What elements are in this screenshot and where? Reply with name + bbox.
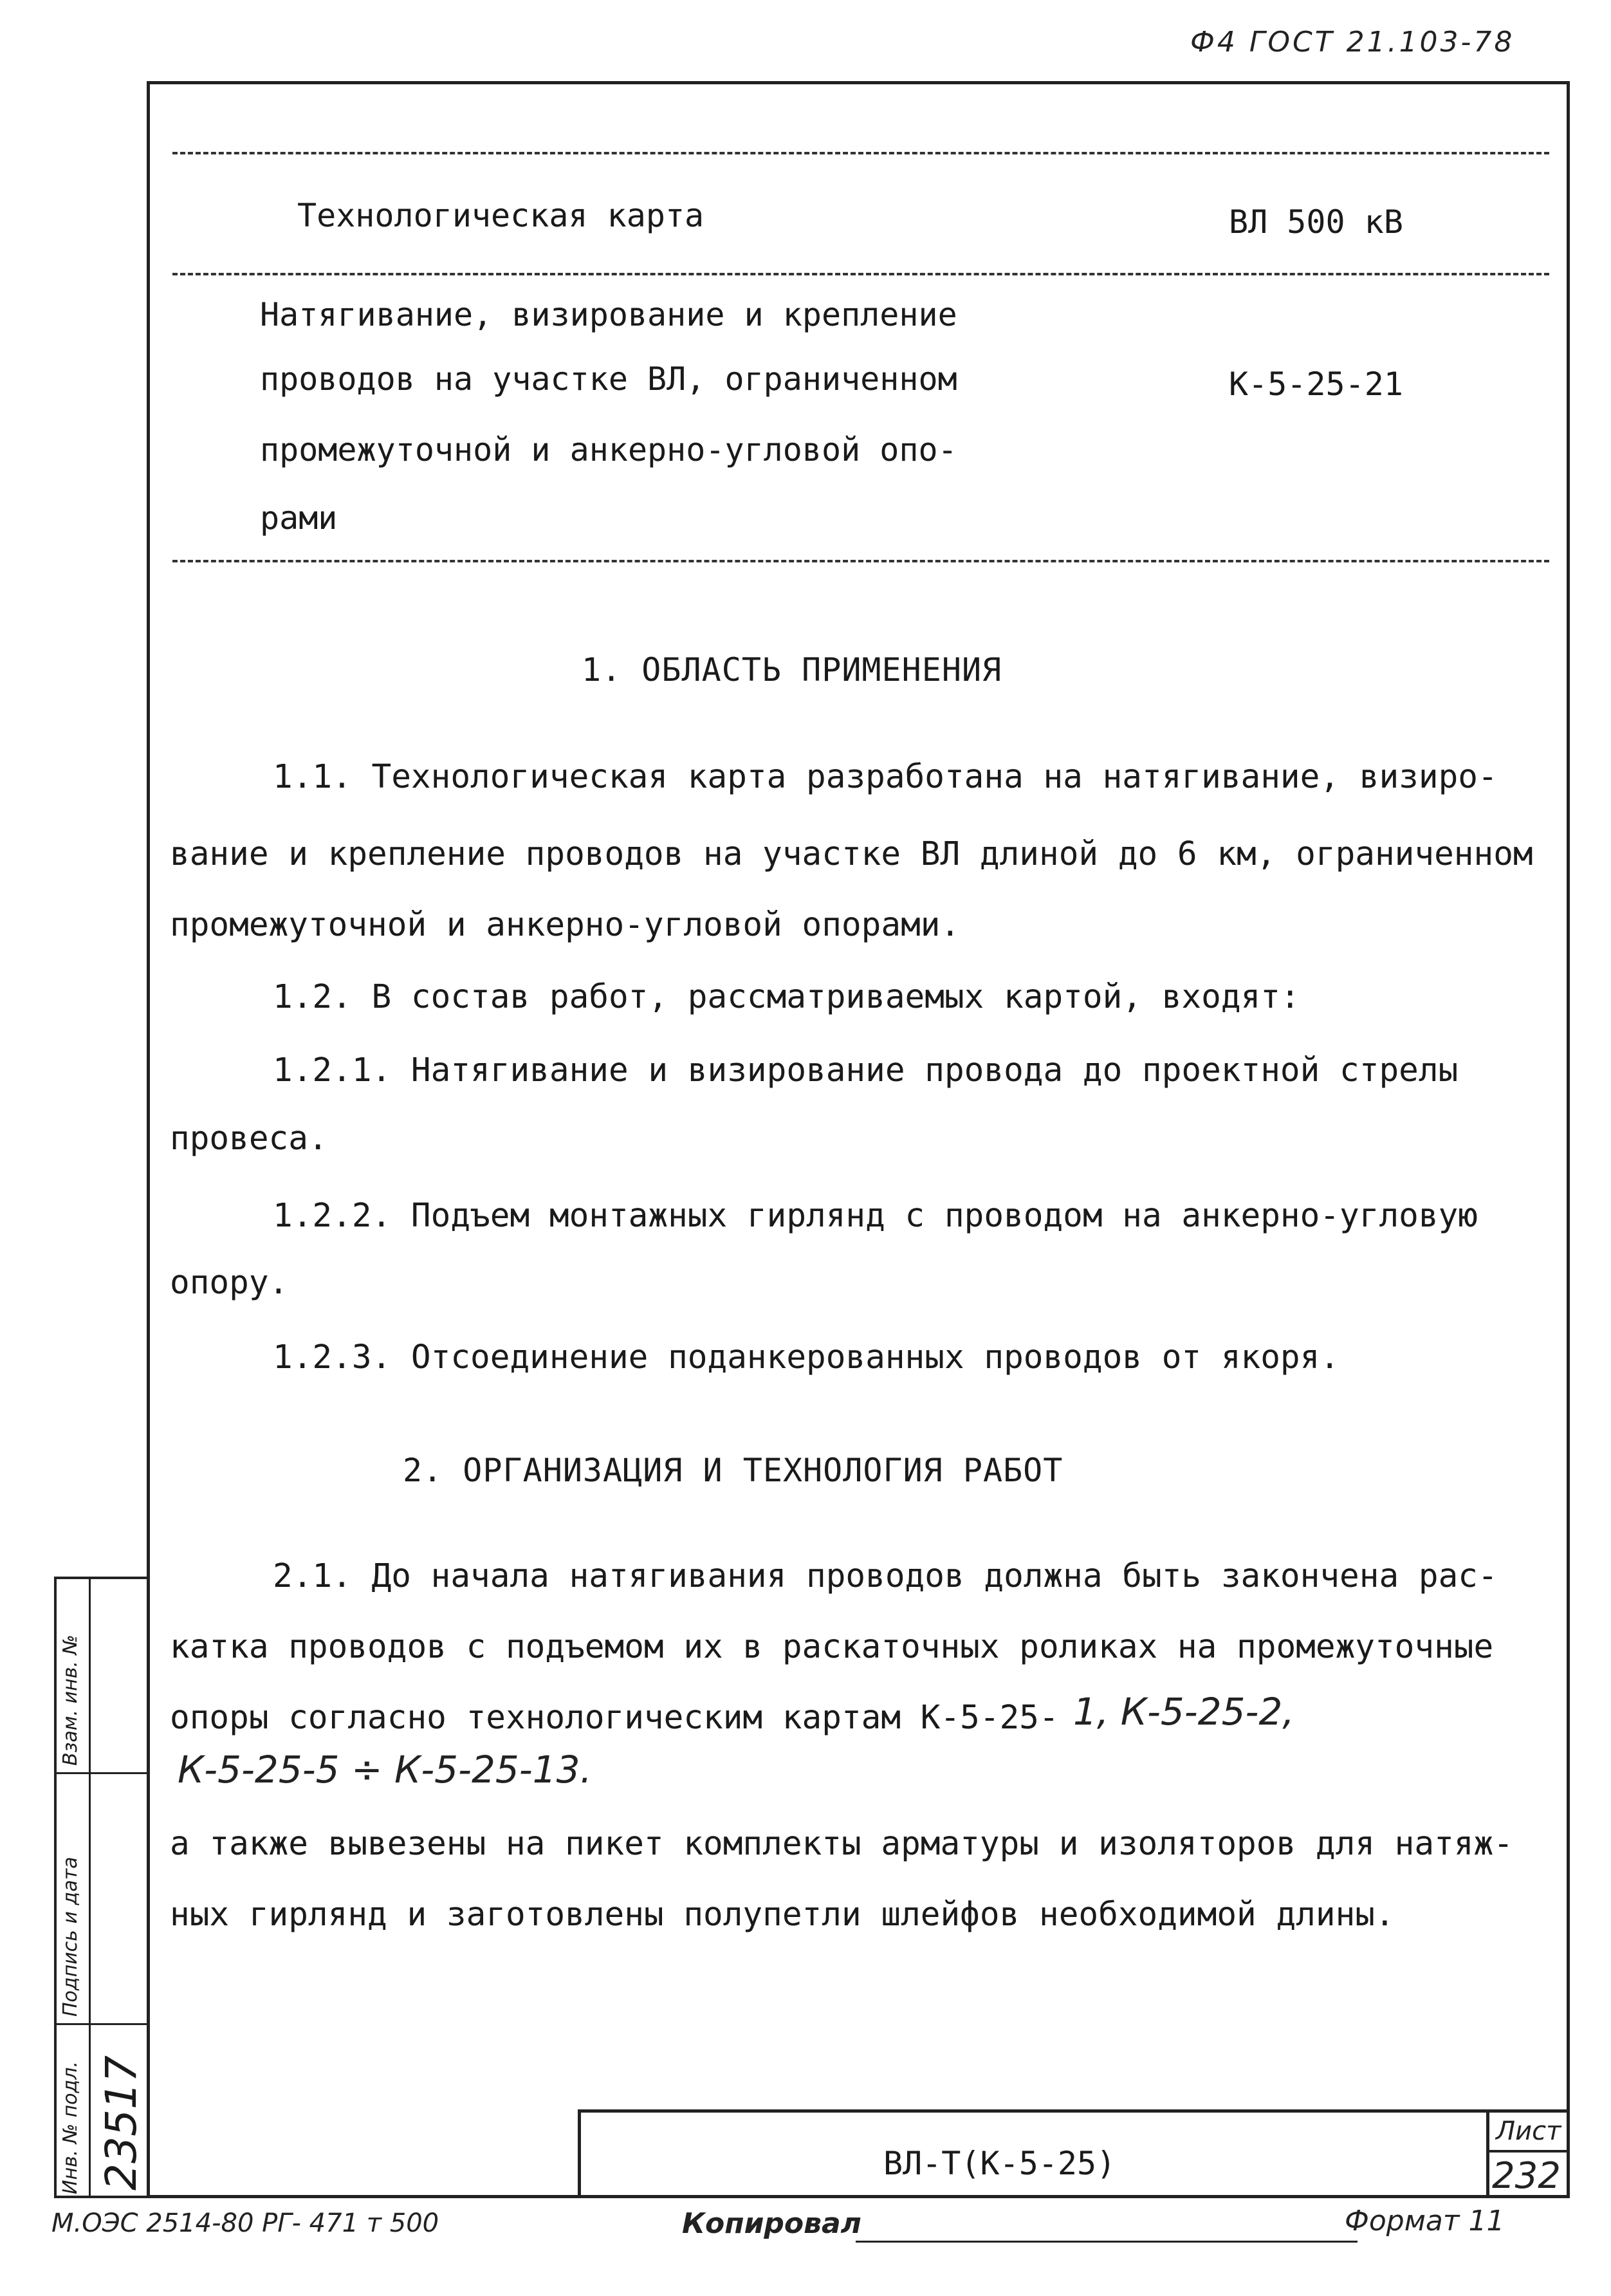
order-info: М.ОЭС 2514-80 РГ- 471 т 500 bbox=[51, 2208, 439, 2238]
paragraph-line: 2.1. До начала натягивания проводов должна быть закончена рас- bbox=[273, 1557, 1498, 1595]
copied-underline bbox=[856, 2241, 1358, 2243]
paragraph-line: 1.2.3. Отсоединение поданкерованных проводов от якоря. bbox=[273, 1338, 1340, 1376]
header-divider-top bbox=[172, 152, 1549, 154]
voltage-label: ВЛ 500 кВ bbox=[1229, 203, 1403, 241]
inv-number: 23517 bbox=[97, 2055, 146, 2190]
sign-date-label: Подпись и дата bbox=[59, 1856, 82, 2017]
section-heading: 2. ОРГАНИЗАЦИЯ И ТЕХНОЛОГИЯ РАБОТ bbox=[403, 1452, 1063, 1489]
paragraph-line: 1.2. В состав работ, рассматриваемых картой, входят: bbox=[273, 978, 1300, 1016]
paragraph-line: вание и крепление проводов на участке ВЛ длиной до 6 км, ограниченном bbox=[170, 835, 1533, 873]
title-block bbox=[578, 2109, 1570, 2198]
card-title-line: Натягивание, визирование и крепление bbox=[260, 296, 957, 333]
document-designation: ВЛ-Т(К-5-25) bbox=[883, 2145, 1116, 2182]
paragraph-line: катка проводов с подъемом их в раскаточных роликах на промежуточные bbox=[170, 1628, 1494, 1666]
header-divider-bottom bbox=[172, 560, 1549, 562]
header-divider-mid bbox=[172, 273, 1549, 275]
paragraph-line: промежуточной и анкерно-угловой опорами. bbox=[170, 906, 961, 944]
margin-stamp-cell bbox=[57, 2023, 147, 2026]
copied-label: Копировал bbox=[682, 2207, 861, 2240]
margin-stamp bbox=[54, 1577, 147, 2198]
paragraph-line: 1.2.2. Подъем монтажных гирлянд с проводом на анкерно-угловую bbox=[273, 1197, 1478, 1235]
paragraph-line: 1.2.1. Натягивание и визирование провода до проектной стрелы bbox=[273, 1051, 1459, 1089]
paragraph-line: 1.1. Технологическая карта разработана на натягивание, визиро- bbox=[273, 758, 1498, 796]
sheet-divider bbox=[1489, 2150, 1570, 2152]
paragraph-line: а также вывезены на пикет комплекты арматуры и изоляторов для натяж- bbox=[170, 1825, 1513, 1863]
sheet-number: 232 bbox=[1492, 2155, 1561, 2197]
handwritten-reference: 1, К-5-25-2, bbox=[1073, 1690, 1294, 1734]
card-title-line: проводов на участке ВЛ, ограниченном bbox=[260, 360, 957, 398]
sheet-label: Лист bbox=[1496, 2116, 1561, 2146]
inv-number-label: Инв. № подл. bbox=[59, 2061, 82, 2194]
format-label: Формат 11 bbox=[1345, 2205, 1505, 2237]
paragraph-line: ных гирлянд и заготовлены полупетли шлейфов необходимой длины. bbox=[170, 1896, 1395, 1934]
top-stamp: Ф4 ГОСТ 21.103-78 bbox=[1190, 26, 1515, 59]
margin-stamp-cell bbox=[57, 1772, 147, 1775]
card-label: Технологическая карта bbox=[297, 197, 704, 234]
card-title-line: рами bbox=[260, 499, 338, 537]
paragraph-line: опору. bbox=[170, 1264, 289, 1302]
replace-inv-label: Взам. инв. № bbox=[59, 1634, 82, 1766]
handwritten-reference: К-5-25-5 ÷ К-5-25-13. bbox=[178, 1748, 592, 1791]
paragraph-line: опоры согласно технологическим картам К-5-25- bbox=[170, 1699, 1059, 1737]
section-heading: 1. ОБЛАСТЬ ПРИМЕНЕНИЯ bbox=[582, 651, 1002, 689]
sheet-cell bbox=[1486, 2113, 1570, 2198]
paragraph-line: провеса. bbox=[170, 1120, 328, 1158]
card-code: К-5-25-21 bbox=[1229, 366, 1403, 403]
card-title-line: промежуточной и анкерно-угловой опо- bbox=[260, 431, 957, 468]
